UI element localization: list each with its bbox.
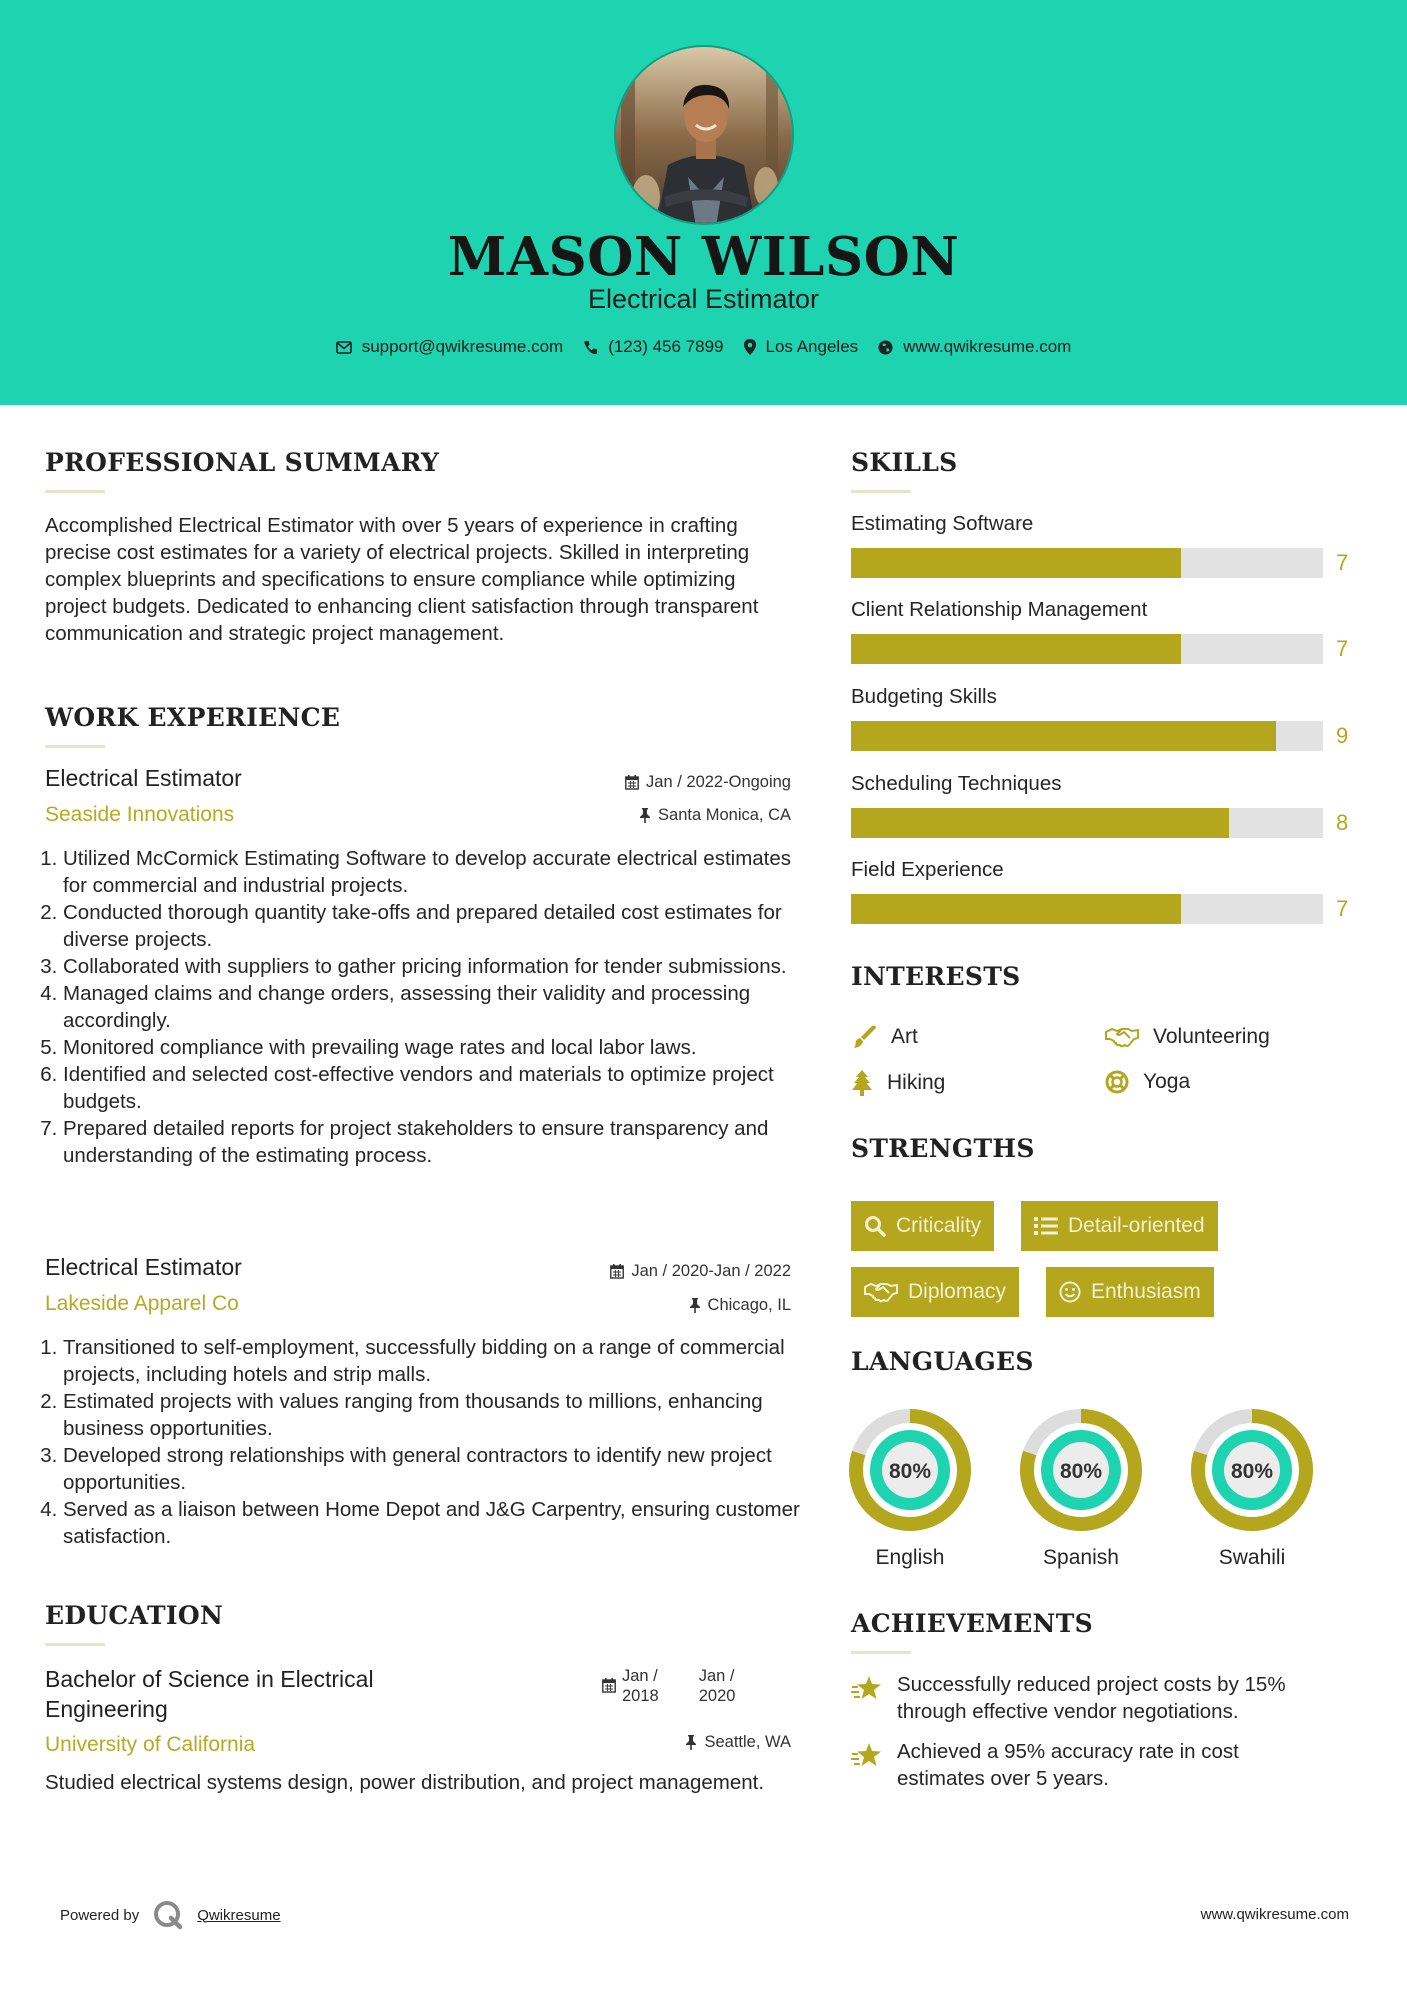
summary-rule — [45, 490, 105, 493]
job-1-date-text: Jan / 2022-Ongoing — [646, 773, 791, 791]
pushpin-icon — [689, 1298, 701, 1313]
skill-name: Scheduling Techniques — [851, 772, 1062, 795]
job-1-bullets — [45, 845, 800, 1169]
summary-heading: PROFESSIONAL SUMMARY — [45, 448, 440, 477]
resume-header — [0, 0, 1407, 405]
skill-value: 8 — [1336, 810, 1349, 835]
candidate-name: MASON WILSON — [447, 226, 960, 288]
skill-value: 7 — [1336, 636, 1349, 661]
skill-value: 9 — [1336, 723, 1349, 748]
education-degree-line2: Engineering — [45, 1696, 168, 1722]
education-dates — [602, 1666, 735, 1706]
star-icon — [851, 1675, 883, 1701]
tree-icon — [851, 1070, 873, 1096]
achievement-text — [897, 1671, 1286, 1725]
skills-heading: SKILLS — [851, 448, 958, 477]
skill-name: Budgeting Skills — [851, 685, 997, 708]
interest-label: Hiking — [887, 1071, 946, 1094]
language-percent: 80% — [1059, 1460, 1103, 1483]
education-start-month: Jan / — [622, 1667, 658, 1685]
language-percent: 80% — [888, 1460, 932, 1483]
interest-volunteering — [1105, 1025, 1270, 1049]
job-1-date — [500, 773, 791, 792]
list-item: 3. Developed strong relationships with general contractors to identify new project opportunities. — [63, 1442, 800, 1496]
skill-value: 7 — [1336, 896, 1349, 921]
interest-hiking — [851, 1070, 945, 1096]
strength-chip — [1046, 1267, 1214, 1317]
achievement-text — [897, 1738, 1239, 1792]
search-icon — [864, 1215, 886, 1237]
star-icon — [851, 1742, 883, 1768]
phone-icon — [583, 340, 598, 355]
map-pin-icon — [744, 339, 756, 355]
strengths-heading: STRENGTHS — [851, 1134, 1035, 1163]
education-start — [622, 1666, 659, 1706]
skill-item — [851, 858, 1361, 921]
footer-website[interactable]: www.qwikresume.com — [1200, 1906, 1349, 1923]
job-2-bullets — [45, 1334, 800, 1550]
skill-bar-fill — [851, 808, 1229, 838]
job-2-location — [500, 1296, 791, 1315]
calendar-icon — [602, 1678, 616, 1693]
strength-chip — [851, 1201, 994, 1251]
strength-label: Diplomacy — [908, 1280, 1007, 1303]
powered-by-label: Powered by — [60, 1906, 140, 1924]
handshake-icon — [1105, 1026, 1139, 1048]
list-item: 1. Transitioned to self-employment, successfully bidding on a range of commercial projects, including hotels and strip malls. — [63, 1334, 800, 1388]
list-item: 2. Estimated projects with values ranging from thousands to millions, enhancing business opportunities. — [63, 1388, 800, 1442]
list-item: 6. Identified and selected cost-effective vendors and materials to optimize project budgets. — [63, 1061, 800, 1115]
achievement-line: estimates over 5 years. — [897, 1767, 1109, 1790]
skill-bar-fill — [851, 894, 1181, 924]
profile-photo — [614, 45, 794, 225]
skill-bar-track — [851, 721, 1323, 751]
languages-heading: LANGUAGES — [851, 1347, 1034, 1376]
contact-location-text: Los Angeles — [765, 337, 859, 356]
contact-phone-text: (123) 456 7899 — [608, 337, 724, 356]
skill-item — [851, 512, 1361, 575]
job-1-location — [500, 806, 791, 825]
language-name: Spanish — [1043, 1546, 1119, 1569]
skill-item — [851, 772, 1361, 835]
qwikresume-logo-icon — [153, 1900, 183, 1930]
skill-name: Estimating Software — [851, 512, 1034, 535]
experience-heading: WORK EXPERIENCE — [45, 703, 341, 732]
achievement-line: Achieved a 95% accuracy rate in cost — [897, 1740, 1239, 1763]
list-item: 1. Utilized McCormick Estimating Software to develop accurate electrical estimates for commercial and industrial projects. — [63, 845, 800, 899]
education-school: University of California — [45, 1733, 256, 1756]
contact-website-text: www.qwikresume.com — [903, 337, 1072, 356]
language-ring — [1019, 1408, 1143, 1532]
job-1-title: Electrical Estimator — [45, 765, 242, 791]
skill-bar-track — [851, 548, 1323, 578]
qwikresume-link[interactable]: Qwikresume — [197, 1906, 281, 1924]
interest-yoga — [1105, 1070, 1190, 1094]
job-2-date-text: Jan / 2020-Jan / 2022 — [631, 1262, 791, 1280]
skill-name: Field Experience — [851, 858, 1004, 881]
skill-bar-track — [851, 634, 1323, 664]
skill-bar-track — [851, 894, 1323, 924]
achievement-line: through effective vendor negotiations. — [897, 1700, 1239, 1723]
strength-label: Enthusiasm — [1091, 1280, 1201, 1303]
education-location — [500, 1733, 791, 1752]
contact-phone[interactable] — [583, 337, 723, 357]
list-item: 3. Collaborated with suppliers to gather pricing information for tender submissions. — [63, 953, 800, 980]
education-description: Studied electrical systems design, power distribution, and project management. — [45, 1771, 765, 1794]
skill-value: 7 — [1336, 550, 1349, 575]
skill-bar-fill — [851, 548, 1181, 578]
contact-bar — [0, 337, 1407, 357]
job-2-company: Lakeside Apparel Co — [45, 1292, 239, 1315]
contact-email[interactable] — [336, 337, 564, 357]
job-2-title: Electrical Estimator — [45, 1254, 242, 1280]
achievements-rule — [851, 1651, 911, 1654]
education-heading: EDUCATION — [45, 1601, 224, 1630]
skill-bar-fill — [851, 721, 1276, 751]
job-1-company: Seaside Innovations — [45, 803, 235, 826]
lifebuoy-icon — [1105, 1070, 1129, 1094]
pushpin-icon — [639, 808, 651, 823]
language-percent: 80% — [1230, 1460, 1274, 1483]
smile-icon — [1059, 1281, 1081, 1303]
language-item — [848, 1408, 972, 1570]
contact-location — [744, 337, 859, 357]
interests-heading: INTERESTS — [851, 962, 1021, 991]
skills-rule — [851, 490, 911, 493]
language-name: English — [875, 1546, 945, 1569]
interest-label: Art — [891, 1025, 918, 1048]
contact-email-text: support@qwikresume.com — [361, 337, 564, 356]
education-end-month: Jan / — [698, 1667, 735, 1685]
language-item — [1190, 1408, 1314, 1570]
footer-powered-by — [60, 1900, 281, 1930]
interest-label: Volunteering — [1153, 1025, 1270, 1048]
summary-text: Accomplished Electrical Estimator with over 5 years of experience in crafting precise cost estimates for a variety of electrical projects. Skilled in interpreting complex blueprints and specifications to ensure compliance while optimizing project budgets. Dedicated to enhancing client satisfaction through transparent communication and strategic project management. — [45, 514, 759, 645]
interest-art — [851, 1025, 918, 1049]
list-item: 5. Monitored compliance with prevailing wage rates and local labor laws. — [63, 1034, 800, 1061]
globe-icon — [878, 340, 893, 355]
strength-chip — [1021, 1201, 1218, 1251]
education-rule — [45, 1643, 105, 1646]
education-location-text: Seattle, WA — [704, 1733, 791, 1751]
education-end — [699, 1666, 736, 1706]
achievement-line: Successfully reduced project costs by 15% — [897, 1673, 1286, 1696]
language-ring — [1190, 1408, 1314, 1532]
skill-item — [851, 685, 1361, 748]
education-degree-line1: Bachelor of Science in Electrical — [45, 1666, 374, 1692]
skill-item — [851, 598, 1361, 661]
interest-label: Yoga — [1143, 1070, 1191, 1093]
strength-label: Criticality — [896, 1214, 982, 1237]
calendar-icon — [625, 775, 639, 790]
list-item: 2. Conducted thorough quantity take-offs and prepared detailed cost estimates for diverse projects. — [63, 899, 800, 953]
list-icon — [1034, 1216, 1058, 1236]
skill-bar-fill — [851, 634, 1181, 664]
achievements-heading: ACHIEVEMENTS — [851, 1609, 1093, 1638]
candidate-title: Electrical Estimator — [587, 284, 820, 314]
education-degree — [45, 1664, 374, 1724]
job-2-location-text: Chicago, IL — [707, 1296, 791, 1314]
handshake-icon — [864, 1281, 898, 1303]
achievement-item — [851, 1671, 1286, 1725]
language-name: Swahili — [1218, 1546, 1286, 1569]
experience-rule — [45, 745, 105, 748]
calendar-icon — [610, 1264, 624, 1279]
strength-chip — [851, 1267, 1019, 1317]
pushpin-icon — [685, 1735, 697, 1750]
envelope-icon — [336, 341, 352, 354]
job-2-date — [500, 1262, 791, 1281]
paintbrush-icon — [851, 1025, 877, 1049]
list-item: 4. Served as a liaison between Home Depot and J&G Carpentry, ensuring customer satisfaction. — [63, 1496, 800, 1550]
list-item: 4. Managed claims and change orders, assessing their validity and processing accordingly. — [63, 980, 800, 1034]
skill-bar-track — [851, 808, 1323, 838]
job-1-location-text: Santa Monica, CA — [658, 806, 791, 824]
language-item — [1019, 1408, 1143, 1570]
contact-website[interactable] — [878, 337, 1071, 357]
list-item: 7. Prepared detailed reports for project stakeholders to ensure transparency and understanding of the estimating process. — [63, 1115, 800, 1169]
education-end-year: 2020 — [698, 1687, 736, 1705]
achievement-item — [851, 1738, 1239, 1792]
skill-name: Client Relationship Management — [851, 598, 1148, 621]
education-start-year: 2018 — [622, 1687, 659, 1705]
strength-label: Detail-oriented — [1068, 1214, 1205, 1237]
language-ring — [848, 1408, 972, 1532]
